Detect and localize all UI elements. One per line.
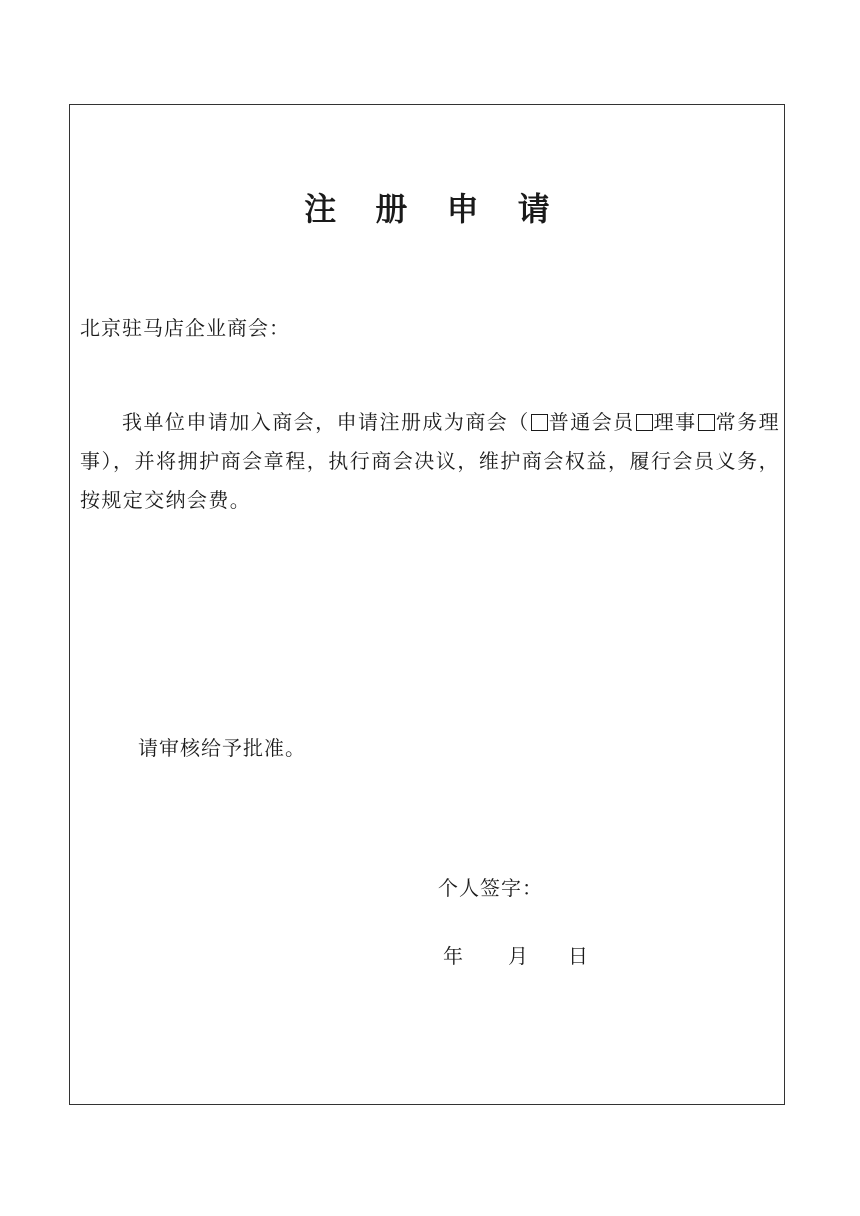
page-title: 注 册 申 请 <box>304 190 564 228</box>
checkbox-executive-director[interactable] <box>698 414 715 431</box>
option-executive-director: 常务理事 <box>80 410 780 473</box>
approval-request: 请审核给予批准。 <box>138 736 306 760</box>
form-frame <box>69 104 785 1105</box>
checkbox-ordinary-member[interactable] <box>531 414 548 431</box>
body-text-commitment: ），并将拥护商会章程，执行商会决议，维护商会权益，履行会员义务，按规定交纳会费。 <box>80 449 780 512</box>
option-ordinary-member: 普通会员 <box>548 410 635 434</box>
date-year-label: 年 <box>443 944 463 968</box>
signature-label: 个人签字： <box>438 876 543 900</box>
date-day-label: 日 <box>568 944 588 968</box>
option-director: 理事 <box>653 410 697 434</box>
date-month-label: 月 <box>508 944 528 968</box>
salutation: 北京驻马店企业商会： <box>80 316 290 340</box>
body-text-intro: 我单位申请加入商会，申请注册成为商会（ <box>122 410 530 434</box>
application-body <box>80 403 780 520</box>
checkbox-director[interactable] <box>636 414 653 431</box>
date-row <box>443 941 588 971</box>
